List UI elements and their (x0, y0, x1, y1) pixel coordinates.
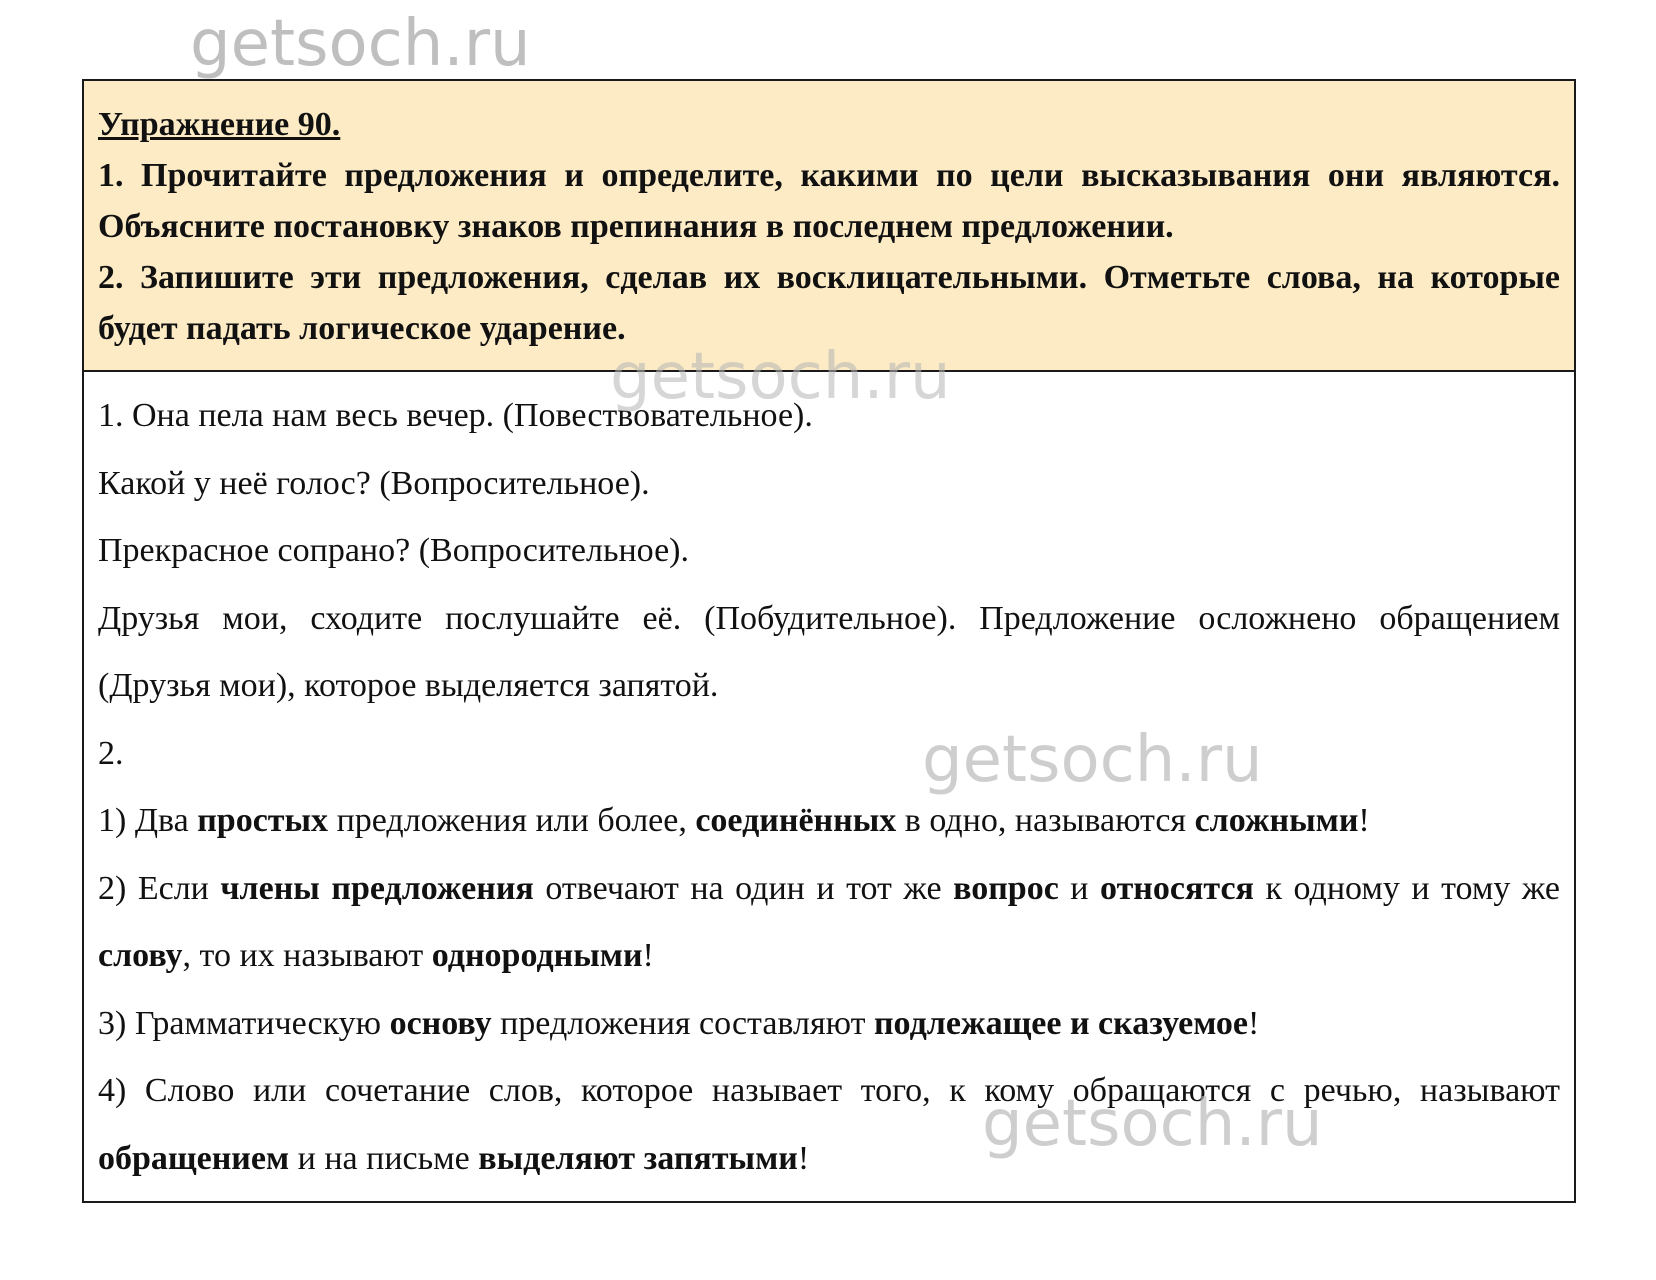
answer-item-3 (98, 990, 1560, 1058)
watermark-top: getsoch.ru (190, 7, 531, 81)
answer-line-2: Какой у неё голос? (Вопросительное). (98, 464, 650, 502)
answer-item-1 (98, 787, 1560, 855)
answer-items-list (98, 787, 1560, 1192)
task-point-2: 2. Запишите эти предложения, сделав их восклицательными. Отметьте слова, на которые будет падать логическое ударение. (98, 259, 1560, 347)
bold-term: подлежащее и сказуемое (873, 1004, 1249, 1042)
exercise-title: Упражнение 90. (98, 106, 341, 143)
text-segment: 3) Грамматическую (98, 1004, 390, 1042)
exercise-card (82, 79, 1576, 1203)
text-segment: и на письме (289, 1139, 479, 1177)
bold-term: простых (197, 802, 329, 839)
text-segment: в одно, называются (896, 802, 1195, 839)
bold-term: обращением (98, 1139, 290, 1177)
text-segment: и (1058, 869, 1101, 907)
bold-term: относятся (1100, 869, 1254, 907)
text-segment: отвечают на один и тот же (533, 869, 954, 907)
text-segment: 1) Два (98, 802, 198, 839)
answer-line-4: Друзья мои, сходите послушайте её. (Побудительное). Предложение осложнено обращением (Друзья мои), которое выделяется запятой. (98, 599, 1560, 704)
answer-item-2 (98, 855, 1560, 990)
text-segment: 4) Слово или сочетание слов, которое называет того, к кому обращаются с речью, называют (98, 1072, 1560, 1109)
text-segment: , то их называют (182, 937, 432, 974)
text-segment: ! (1248, 1004, 1260, 1042)
bold-term: слову (98, 937, 183, 974)
text-segment: ! (642, 937, 654, 974)
task-block (84, 81, 1574, 372)
answer-line-1: 1. Она пела нам весь вечер. (Повествовательное). (98, 397, 813, 434)
watermark-bottom: getsoch.ru (982, 1087, 1323, 1161)
watermark-middle: getsoch.ru (610, 340, 951, 414)
task-point-1: 1. Прочитайте предложения и определите, какими по цели высказывания они являются. Объясните постановку знаков препинания в последнем предложении. (98, 157, 1560, 245)
answer-block (84, 372, 1574, 1192)
text-segment: 2) Если (98, 869, 221, 907)
bold-term: сложными (1194, 802, 1359, 839)
bold-term: члены предложения (220, 869, 534, 907)
text-segment: ! (1358, 802, 1370, 839)
text-segment: предложения или более, (328, 802, 696, 839)
bold-term: соединённых (695, 802, 897, 839)
watermark-center-right: getsoch.ru (922, 723, 1263, 797)
text-segment: ! (797, 1139, 810, 1177)
text-segment: к одному и тому же (1253, 869, 1561, 907)
bold-term: основу (389, 1004, 492, 1042)
bold-term: вопрос (953, 869, 1059, 907)
text-segment: предложения составляют (491, 1004, 874, 1042)
bold-term: однородными (431, 937, 643, 974)
part-2-label: 2. (98, 734, 124, 772)
bold-term: выделяют запятыми (478, 1139, 798, 1177)
answer-item-4 (98, 1057, 1560, 1192)
answer-line-3: Прекрасное сопрано? (Вопросительное). (98, 532, 689, 569)
